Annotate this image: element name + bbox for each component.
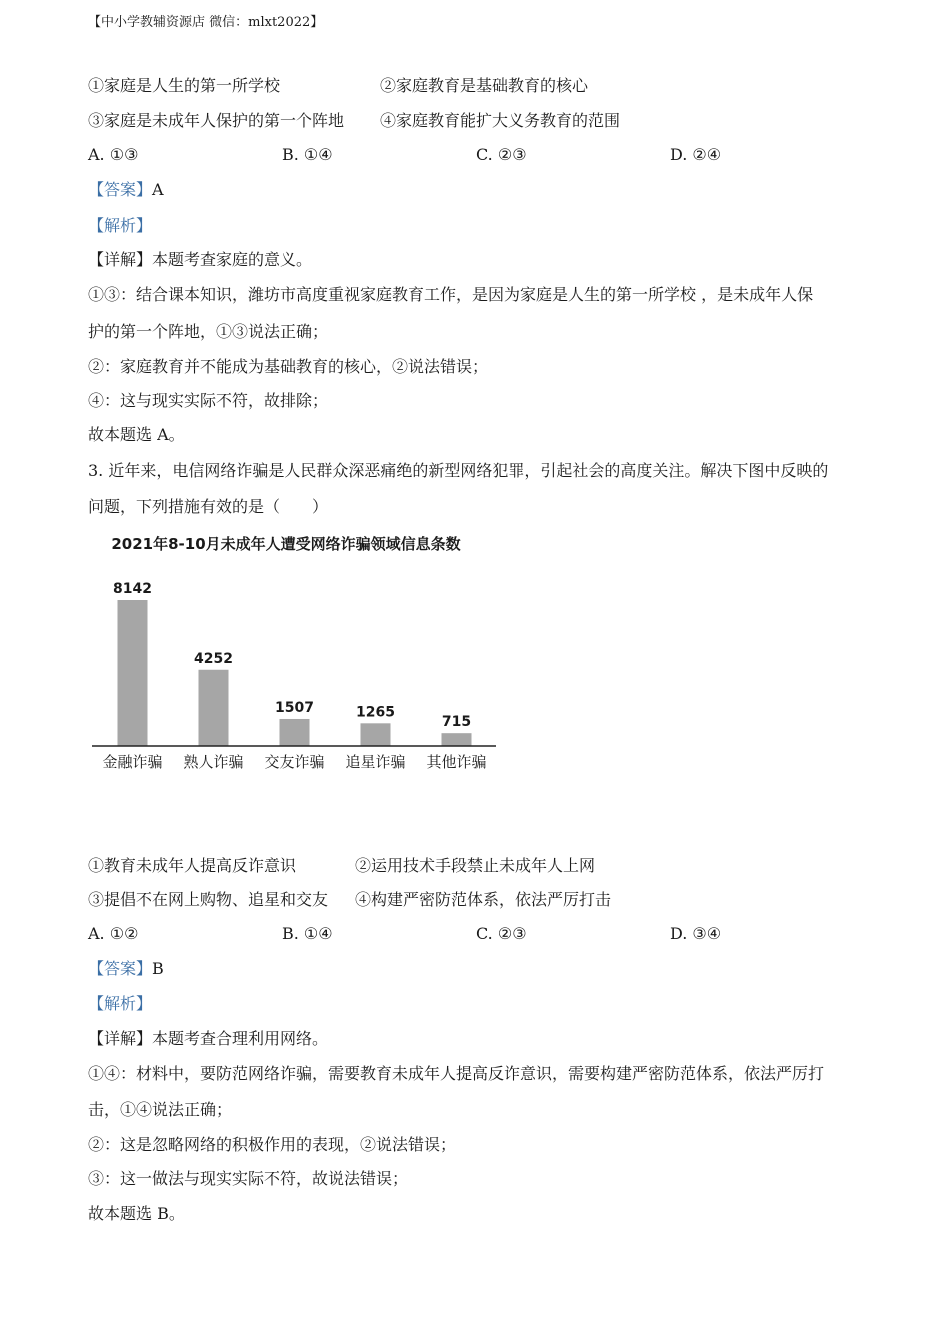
statement-1: ①教育未成年人提高反诈意识: [88, 856, 297, 875]
statement-3: ③提倡不在网上购物、追星和交友: [88, 890, 329, 909]
option-c: C. ②③: [476, 145, 527, 164]
category-label: 追星诈骗: [345, 753, 406, 771]
explanation-line: 故本题选 B。: [88, 1204, 185, 1223]
bar-value-label: 1265: [356, 704, 395, 721]
question-stem: 3. 近年来，电信网络诈骗是人民群众深恶痛绝的新型网络犯罪，引起社会的高度关注。解决下图中反映的: [88, 461, 829, 480]
answer-line: [88, 959, 164, 979]
category-label: 其他诈骗: [426, 753, 487, 771]
explanation-line: ②：这是忽略网络的积极作用的表现，②说法错误；: [88, 1135, 457, 1154]
category-label: 交友诈骗: [264, 753, 325, 771]
analysis-label: 【解析】: [88, 994, 153, 1013]
explanation-line: ①③：结合课本知识，潍坊市高度重视家庭教育工作，是因为家庭是人生的第一所学校 ，是未成年人保: [88, 285, 814, 304]
category-label: 熟人诈骗: [183, 753, 244, 771]
option-a: A. ①②: [88, 924, 139, 943]
bar-value-label: 715: [441, 714, 472, 731]
question-stem: 问题，下列措施有效的是（ ）: [88, 497, 329, 516]
detail-intro: 本题考查合理利用网络。: [152, 1029, 329, 1048]
bar: [442, 733, 472, 746]
bar-value-label: 1507: [275, 699, 314, 716]
bar: [280, 719, 310, 746]
option-d: D. ③④: [670, 924, 722, 943]
statement-3: ③家庭是未成年人保护的第一个阵地: [88, 111, 345, 130]
explanation-line: ④：这与现实实际不符，故排除；: [88, 391, 329, 410]
bar-chart: [86, 528, 506, 778]
answer-label: 【答案】: [88, 180, 153, 199]
explanation-line: 故本题选 A。: [88, 425, 185, 444]
option-b: B. ①④: [282, 924, 333, 943]
statement-4: ④构建严密防范体系，依法严厉打击: [355, 890, 612, 909]
bar: [199, 670, 229, 746]
detail-label: 【详解】: [88, 250, 153, 269]
option-a: A. ①③: [88, 145, 139, 164]
bar: [361, 723, 391, 746]
option-b: B. ①④: [282, 145, 333, 164]
detail-line: [88, 1029, 328, 1049]
analysis-label: 【解析】: [88, 216, 153, 235]
answer-line: [88, 180, 164, 200]
statement-4: ④家庭教育能扩大义务教育的范围: [380, 111, 621, 130]
page-header: 【中小学教辅资源店 微信：mlxt2022】: [88, 15, 324, 30]
option-c: C. ②③: [476, 924, 527, 943]
bar: [118, 600, 148, 746]
detail-intro: 本题考查家庭的意义。: [152, 250, 313, 269]
explanation-line: ②：家庭教育并不能成为基础教育的核心，②说法错误；: [88, 357, 489, 376]
chart-title: 2021年8-10月未成年人遭受网络诈骗领域信息条数: [111, 535, 461, 553]
detail-line: [88, 250, 312, 270]
bar-value-label: 4252: [194, 650, 233, 667]
statement-2: ②运用技术手段禁止未成年人上网: [355, 856, 596, 875]
detail-label: 【详解】: [88, 1029, 153, 1048]
answer-label: 【答案】: [88, 959, 153, 978]
explanation-line: ③：这一做法与现实实际不符，故说法错误；: [88, 1169, 409, 1188]
chart-svg: [86, 528, 506, 778]
answer-value: B: [152, 959, 164, 978]
bar-value-label: 8142: [113, 581, 152, 597]
category-label: 金融诈骗: [102, 753, 163, 771]
explanation-line: ①④：材料中，要防范网络诈骗，需要教育未成年人提高反诈意识，需要构建严密防范体系，依法严厉打: [88, 1064, 825, 1083]
statement-1: ①家庭是人生的第一所学校: [88, 76, 281, 95]
option-d: D. ②④: [670, 145, 722, 164]
explanation-line: 击，①④说法正确；: [88, 1100, 233, 1119]
statement-2: ②家庭教育是基础教育的核心: [380, 76, 589, 95]
explanation-line: 护的第一个阵地，①③说法正确；: [88, 322, 329, 341]
answer-value: A: [152, 180, 164, 199]
